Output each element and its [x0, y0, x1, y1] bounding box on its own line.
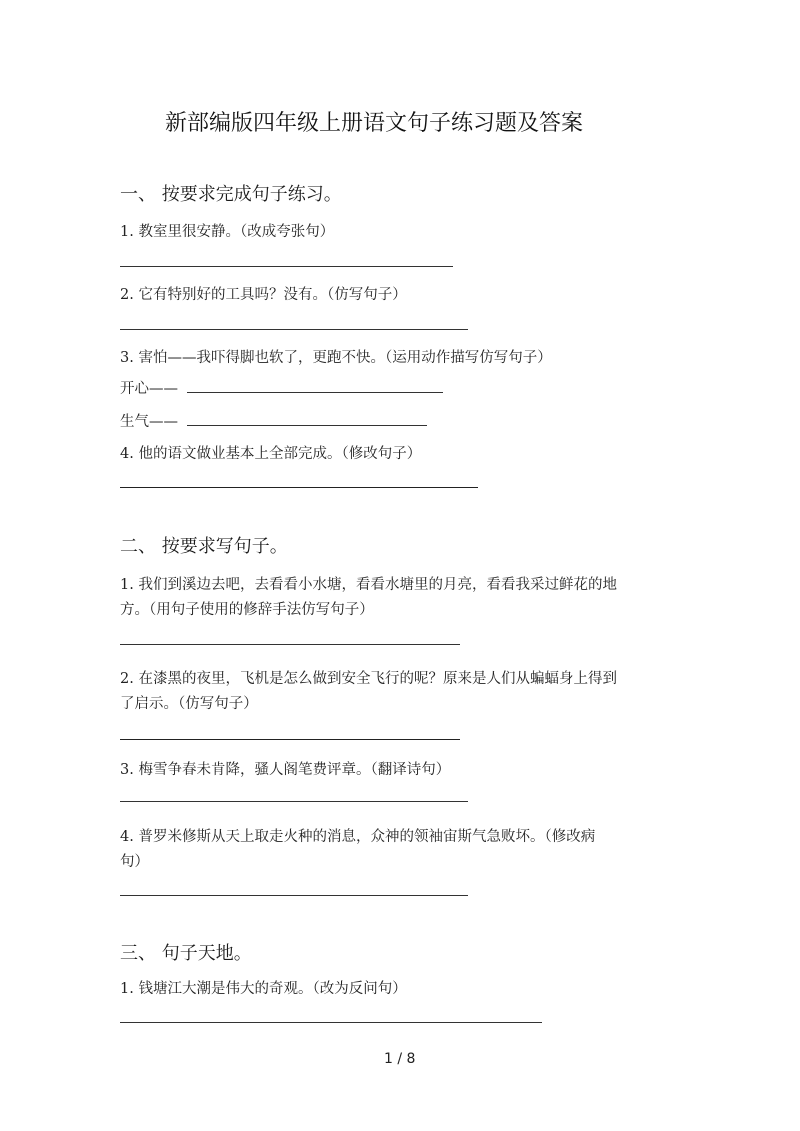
s1-question-1: 1. 教室里很安静。（改成夸张句）: [120, 224, 335, 240]
s2-question-3: 3. 梅雪争春未肯降，骚人阁笔费评章。（翻译诗句）: [120, 762, 451, 778]
s2-question-4-line-2: 句）: [120, 854, 149, 870]
s1-question-2: 2. 它有特别好的工具吗？没有。（仿写句子）: [120, 287, 407, 303]
s1-question-3a-label: 开心——: [120, 381, 178, 397]
section-2-heading: 二、 按要求写句子。: [120, 536, 288, 557]
s2-answer-line-4[interactable]: [120, 895, 468, 896]
s2-question-2-line-2: 了启示。（仿写句子）: [120, 696, 258, 712]
s2-question-1-line-2: 方。（用句子使用的修辞手法仿写句子）: [120, 602, 374, 618]
section-1-heading: 一、 按要求完成句子练习。: [120, 184, 342, 205]
page-number: 1 / 8: [384, 1051, 416, 1067]
s1-answer-line-1[interactable]: [120, 266, 453, 267]
s2-answer-line-3[interactable]: [120, 801, 468, 802]
section-3-heading: 三、 句子天地。: [120, 943, 252, 964]
s1-answer-line-4[interactable]: [120, 487, 478, 488]
s2-answer-line-2[interactable]: [120, 739, 460, 740]
s2-question-4-line-1: 4. 普罗米修斯从天上取走火种的消息，众神的领袖宙斯气急败坏。（修改病: [120, 829, 596, 845]
s1-answer-line-3a[interactable]: [187, 392, 443, 393]
s1-answer-line-3b[interactable]: [187, 425, 427, 426]
s1-question-3b-label: 生气——: [120, 414, 178, 430]
s2-question-1-line-1: 1. 我们到溪边去吧，去看看小水塘，看看水塘里的月亮，看看我采过鲜花的地: [120, 577, 617, 593]
s1-question-4: 4. 他的语文做业基本上全部完成。（修改句子）: [120, 446, 422, 462]
page-title: 新部编版四年级上册语文句子练习题及答案: [165, 111, 584, 136]
s2-question-2-line-1: 2. 在漆黑的夜里，飞机是怎么做到安全飞行的呢？原来是人们从蝙蝠身上得到: [120, 671, 617, 687]
s3-question-1: 1. 钱塘江大潮是伟大的奇观。（改为反问句）: [120, 981, 407, 997]
s1-question-3: 3. 害怕——我吓得脚也软了，更跑不快。（运用动作描写仿写句子）: [120, 350, 552, 366]
s1-answer-line-2[interactable]: [120, 329, 468, 330]
s2-answer-line-1[interactable]: [120, 644, 460, 645]
s3-answer-line-1[interactable]: [120, 1022, 542, 1023]
